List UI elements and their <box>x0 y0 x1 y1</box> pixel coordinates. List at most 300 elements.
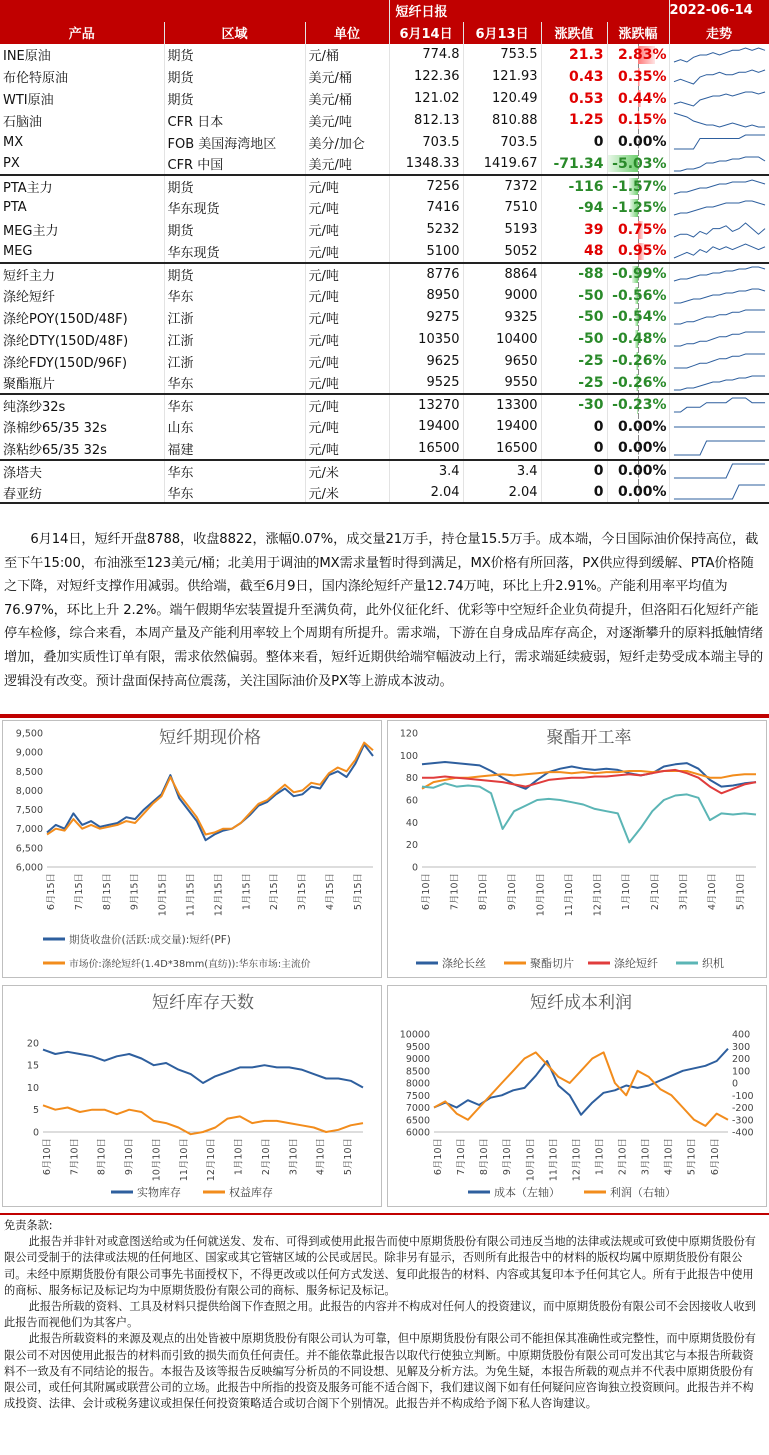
cell-d1: 7416 <box>389 197 463 219</box>
series-line-1 <box>43 1105 363 1134</box>
cell-sparkline <box>669 175 769 197</box>
pct-value: -0.48% <box>612 331 667 348</box>
table-row <box>0 241 769 263</box>
y-tick-label: 100 <box>399 750 418 762</box>
cell-change-pct <box>607 66 669 88</box>
cell-unit: 元/米 <box>305 460 389 482</box>
legend-label: 成本（左轴） <box>494 1186 560 1199</box>
cell-change-pct <box>607 109 669 131</box>
y-tick-label: 7000 <box>405 1103 430 1114</box>
pct-value: -5.03% <box>612 155 667 172</box>
cell-change-pct <box>607 438 669 460</box>
y2-tick-label: 200 <box>732 1054 751 1065</box>
sparkline-line <box>674 354 765 368</box>
cell-change-pct <box>607 44 669 66</box>
y-tick-label: 8,500 <box>15 766 43 778</box>
cell-sparkline <box>669 88 769 110</box>
cell-d1: 9625 <box>389 350 463 372</box>
cell-unit: 美元/吨 <box>305 109 389 131</box>
x-tick-label: 2月10日 <box>649 873 661 911</box>
cell-region: 华东 <box>164 394 305 416</box>
cell-unit: 元/吨 <box>305 306 389 328</box>
chart-title: 短纤成本利润 <box>530 993 632 1013</box>
header-product: 产品 <box>0 22 164 44</box>
cell-product: PX <box>0 153 164 175</box>
cell-d0: 8864 <box>463 263 541 285</box>
disclaimer-paragraph: 此报告所载资料的来源及观点的出处皆被中原期货股份有限公司认为可靠，但中原期货股份有限公司不能担保其准确性或完整性，而中原期货股份有限公司不对因使用此报告的材料而引致的损失而负任何责任。并不能依靠此报告以取代行使独立判断。中原期货股份有限公司可发出其它与本报告所载资料不一致及有不同结论的报告。本报告及该等报告反映编写分析员的不同设想、见解及分析方法。为免生疑，本报告所载的观点并不代表中原期货股份有限公司，或任何其附属或联营公司的立场。此报告中所指的投资及服务可能不适合阁下，我们建议阁下如有任何疑问应咨询独立投资顾问。此报告并不构成投资、法律、会计或税务建议或担保任何投资策略适合或切合阁下个别情况。此报告并不构成给予阁下私人咨询建议。 <box>4 1332 756 1411</box>
report-date: 2022-06-14 <box>669 0 769 22</box>
table-row <box>0 175 769 197</box>
cell-change: -88 <box>541 263 607 285</box>
header-d1: 6月14日 <box>389 22 463 44</box>
cell-region: 江浙 <box>164 328 305 350</box>
cell-d1: 9275 <box>389 306 463 328</box>
cost-profit-chart <box>387 985 767 1207</box>
header-trend: 走势 <box>669 22 769 44</box>
cell-change-pct <box>607 372 669 394</box>
table-row <box>0 350 769 372</box>
y-tick-label: 9,000 <box>15 747 43 759</box>
cell-product: 春亚纺 <box>0 482 164 504</box>
x-tick-label: 4月10日 <box>706 873 718 911</box>
y-tick-label: 5 <box>32 1105 39 1117</box>
cell-d0: 10400 <box>463 328 541 350</box>
sparkline-line <box>674 223 765 237</box>
cell-product: 涤纶POY(150D/48F) <box>0 306 164 328</box>
cell-d1: 9525 <box>389 372 463 394</box>
x-tick-label: 11月15日 <box>185 873 197 917</box>
cell-change: 0 <box>541 438 607 460</box>
cell-region: 华东现货 <box>164 241 305 263</box>
cell-region: 华东 <box>164 372 305 394</box>
cell-product: 纯涤纱32s <box>0 394 164 416</box>
cell-change: -25 <box>541 372 607 394</box>
cell-sparkline <box>669 109 769 131</box>
sparkline <box>670 110 769 130</box>
chart-title: 聚酯开工率 <box>546 728 632 748</box>
cell-product: 涤棉纱65/35 32s <box>0 416 164 438</box>
pct-value: 0.00% <box>617 440 667 457</box>
cell-product: MEG主力 <box>0 219 164 241</box>
cell-d1: 10350 <box>389 328 463 350</box>
x-tick-label: 6月10日 <box>42 1138 53 1176</box>
cell-unit: 元/吨 <box>305 350 389 372</box>
y-tick-label: 40 <box>405 817 418 829</box>
cell-change: 0 <box>541 131 607 153</box>
table-row <box>0 416 769 438</box>
cell-unit: 元/吨 <box>305 263 389 285</box>
cell-product: INE原油 <box>0 44 164 66</box>
sparkline-line <box>674 289 765 303</box>
legend-label: 市场价:涤纶短纤(1.4D*38mm(直纺)):华东市场:主流价 <box>69 959 311 970</box>
cell-d0: 1419.67 <box>463 153 541 175</box>
legend-label: 涤纶长丝 <box>442 957 486 970</box>
sparkline <box>670 67 769 87</box>
cell-change-pct <box>607 350 669 372</box>
y-tick-label: 7,500 <box>15 805 43 817</box>
x-tick-label: 6月10日 <box>433 1138 444 1176</box>
cell-change: -116 <box>541 175 607 197</box>
y2-tick-label: -400 <box>732 1127 754 1139</box>
cell-change-pct <box>607 153 669 175</box>
y-tick-label: 120 <box>399 728 418 740</box>
cell-unit: 美元/吨 <box>305 153 389 175</box>
y-tick-label: 7,000 <box>15 824 43 836</box>
cell-unit: 元/桶 <box>305 44 389 66</box>
y-tick-label: 6,000 <box>15 862 43 874</box>
x-tick-label: 8月15日 <box>101 873 113 911</box>
cell-sparkline <box>669 416 769 438</box>
x-tick-label: 4月15日 <box>324 873 336 911</box>
cell-region: CFR 日本 <box>164 109 305 131</box>
pct-value: 0.00% <box>617 484 667 501</box>
y-tick-label: 6500 <box>405 1115 430 1127</box>
sparkline <box>670 286 769 306</box>
x-tick-label: 1月10日 <box>233 1138 245 1176</box>
cell-d1: 812.13 <box>389 109 463 131</box>
cell-product: PTA <box>0 197 164 219</box>
sparkline <box>670 132 769 152</box>
sparkline <box>670 395 769 415</box>
pct-value: 0.44% <box>617 90 667 107</box>
pct-value: 0.95% <box>617 243 667 260</box>
legend-label: 权益库存 <box>229 1186 273 1199</box>
x-tick-label: 12月15日 <box>213 873 225 917</box>
x-tick-label: 3月10日 <box>288 1138 300 1176</box>
cell-d1: 7256 <box>389 175 463 197</box>
cell-product: 涤纶FDY(150D/96F) <box>0 350 164 372</box>
cell-region: 期货 <box>164 44 305 66</box>
disclaimer-paragraph: 此报告并非针对或意图送给或为任何就送发、发布、可得到或使用此报告而使中原期货股份有限公司违反当地的法律或法规或可致使中原期货股份有限公司受制于的法律或法规的任何地区、国家或其它管辖区域的公民或居民。除非另有显示，否则所有此报告中的材料的版权均属中原期货股份有限公司。未经中原期货股份有限公司事先书面授权下，不得更改或以任何方式发送、复印此报告的材料、内容或其复印本予任何其它人。所有于此报告中使用的商标、服务标记及标记均为中原期货股份有限公司的商标、服务标记及标记。 <box>4 1235 756 1297</box>
cell-sparkline <box>669 153 769 175</box>
pct-value: -0.26% <box>612 374 667 391</box>
cell-sparkline <box>669 350 769 372</box>
cell-change-pct <box>607 88 669 110</box>
y-tick-label: 20 <box>405 840 418 852</box>
cell-d1: 19400 <box>389 416 463 438</box>
table-row <box>0 44 769 66</box>
y-tick-label: 9,500 <box>15 728 43 740</box>
pct-value: 0.00% <box>617 418 667 435</box>
cell-d1: 2.04 <box>389 482 463 504</box>
cell-change: 0 <box>541 482 607 504</box>
sparkline <box>670 241 769 261</box>
x-tick-label: 10月10日 <box>535 873 547 917</box>
y-tick-label: 20 <box>26 1038 39 1050</box>
cell-sparkline <box>669 241 769 263</box>
price-chart-svg <box>3 721 381 977</box>
y-tick-label: 7500 <box>405 1090 430 1102</box>
y2-tick-label: 0 <box>732 1078 739 1090</box>
cell-unit: 元/吨 <box>305 219 389 241</box>
y-tick-label: 80 <box>405 773 418 785</box>
y2-tick-label: -300 <box>732 1115 754 1127</box>
cell-region: CFR 中国 <box>164 153 305 175</box>
sparkline <box>670 177 769 197</box>
cell-d1: 13270 <box>389 394 463 416</box>
series-line-3 <box>422 783 756 842</box>
x-tick-label: 5月10日 <box>686 1138 698 1176</box>
table-row <box>0 285 769 307</box>
y-tick-label: 8500 <box>405 1066 430 1078</box>
title-row <box>0 0 769 22</box>
price-table <box>0 0 769 504</box>
cell-sparkline <box>669 219 769 241</box>
x-tick-label: 7月15日 <box>73 873 85 911</box>
x-tick-label: 5月10日 <box>735 873 747 911</box>
sparkline-line <box>674 376 765 390</box>
x-tick-label: 11月10日 <box>178 1138 190 1182</box>
cell-change: 1.25 <box>541 109 607 131</box>
sparkline-line <box>674 113 765 127</box>
cell-product: 涤纶短纤 <box>0 285 164 307</box>
sparkline-line <box>674 92 765 106</box>
cell-sparkline <box>669 66 769 88</box>
series-line-0 <box>43 1050 363 1088</box>
sparkline-line <box>674 464 765 478</box>
cell-product: MEG <box>0 241 164 263</box>
cell-change-pct <box>607 328 669 350</box>
cell-change: -94 <box>541 197 607 219</box>
cost-profit-chart-svg <box>388 986 766 1206</box>
disclaimer-paragraph: 此报告所载的资料、工具及材料只提供给阁下作查照之用。此报告的内容并不构成对任何人的投资建议，而中原期货股份有限公司不会因接收人收到此报告而视他们为其客户。 <box>4 1300 756 1330</box>
series-line-0 <box>47 745 373 841</box>
cell-unit: 元/米 <box>305 482 389 504</box>
pct-value: -0.26% <box>612 353 667 370</box>
cell-change-pct <box>607 394 669 416</box>
y-tick-label: 10000 <box>399 1029 430 1041</box>
cell-region: 期货 <box>164 175 305 197</box>
header-row <box>0 22 769 44</box>
cell-change-pct <box>607 175 669 197</box>
cell-sparkline <box>669 197 769 219</box>
y2-tick-label: -100 <box>732 1090 754 1102</box>
cell-d0: 19400 <box>463 416 541 438</box>
y-tick-label: 8000 <box>405 1078 430 1090</box>
cell-change-pct <box>607 482 669 504</box>
pct-value: -0.23% <box>612 397 667 414</box>
sparkline-line <box>674 485 765 499</box>
cell-d1: 8950 <box>389 285 463 307</box>
x-tick-label: 5月15日 <box>352 873 364 911</box>
x-tick-label: 12月10日 <box>592 873 604 917</box>
x-tick-label: 6月10日 <box>709 1138 721 1176</box>
cell-d0: 7510 <box>463 197 541 219</box>
x-tick-label: 2月10日 <box>260 1138 272 1176</box>
cell-d1: 16500 <box>389 438 463 460</box>
cell-region: 江浙 <box>164 350 305 372</box>
cell-region: 华东 <box>164 482 305 504</box>
pct-value: 0.75% <box>617 221 667 238</box>
y-tick-label: 0 <box>411 862 418 874</box>
y-tick-label: 15 <box>26 1060 39 1072</box>
cell-unit: 元/吨 <box>305 328 389 350</box>
sparkline-line <box>674 332 765 346</box>
sparkline-line <box>674 244 765 258</box>
cell-d0: 9000 <box>463 285 541 307</box>
cell-sparkline <box>669 328 769 350</box>
y-tick-label: 10 <box>26 1082 39 1094</box>
header-d0: 6月13日 <box>463 22 541 44</box>
sparkline <box>670 198 769 218</box>
x-tick-label: 3月10日 <box>640 1138 652 1176</box>
pct-value: 0.15% <box>617 112 667 129</box>
x-tick-label: 12月10日 <box>571 1138 583 1182</box>
cell-d0: 9325 <box>463 306 541 328</box>
cell-sparkline <box>669 285 769 307</box>
legend-label: 期货收盘价(活跃:成交量):短纤(PF) <box>69 934 231 946</box>
x-tick-label: 1月10日 <box>594 1138 606 1176</box>
x-tick-label: 2月15日 <box>269 873 281 911</box>
cell-d0: 703.5 <box>463 131 541 153</box>
cell-change: 0 <box>541 416 607 438</box>
sparkline <box>670 351 769 371</box>
cell-region: 山东 <box>164 416 305 438</box>
pct-value: -1.57% <box>612 178 667 195</box>
cell-d0: 2.04 <box>463 482 541 504</box>
x-tick-label: 8月10日 <box>96 1138 108 1176</box>
y-tick-label: 8,000 <box>15 785 43 797</box>
cell-change: -50 <box>541 328 607 350</box>
cell-change: 0.43 <box>541 66 607 88</box>
report-title: 短纤日报 <box>389 0 669 22</box>
x-tick-label: 7月10日 <box>449 873 461 911</box>
cell-d0: 16500 <box>463 438 541 460</box>
cell-d1: 774.8 <box>389 44 463 66</box>
x-tick-label: 8月10日 <box>479 1138 491 1176</box>
x-tick-label: 7月10日 <box>456 1138 468 1176</box>
cell-unit: 元/吨 <box>305 416 389 438</box>
header-region: 区域 <box>164 22 305 44</box>
inventory-chart <box>2 985 382 1207</box>
cell-d1: 703.5 <box>389 131 463 153</box>
x-tick-label: 11月10日 <box>563 873 575 917</box>
cell-unit: 元/吨 <box>305 438 389 460</box>
cell-d1: 8776 <box>389 263 463 285</box>
pct-value: 0.00% <box>617 463 667 480</box>
cell-product: 布伦特原油 <box>0 66 164 88</box>
series-line-1 <box>47 743 373 835</box>
cell-d0: 5193 <box>463 219 541 241</box>
sparkline <box>670 482 769 502</box>
cell-change: -50 <box>541 285 607 307</box>
pct-value: 2.83% <box>617 46 667 63</box>
y-tick-label: 9000 <box>405 1054 430 1065</box>
cell-sparkline <box>669 394 769 416</box>
cell-region: 华东现货 <box>164 197 305 219</box>
cell-sparkline <box>669 263 769 285</box>
cell-d0: 3.4 <box>463 460 541 482</box>
sparkline <box>670 264 769 284</box>
cell-change-pct <box>607 306 669 328</box>
cell-d0: 9550 <box>463 372 541 394</box>
section-divider <box>0 714 769 718</box>
sparkline <box>670 89 769 109</box>
x-tick-label: 11月10日 <box>548 1138 560 1182</box>
cell-unit: 美元/桶 <box>305 66 389 88</box>
table-row <box>0 153 769 175</box>
cell-sparkline <box>669 372 769 394</box>
cell-change-pct <box>607 197 669 219</box>
legend-label: 聚酯切片 <box>530 957 574 970</box>
x-tick-label: 2月10日 <box>617 1138 629 1176</box>
cell-d1: 121.02 <box>389 88 463 110</box>
sparkline <box>670 438 769 458</box>
disclaimer <box>0 1213 769 1455</box>
legend-label: 织机 <box>702 957 724 970</box>
header-unit: 单位 <box>305 22 389 44</box>
pct-value: -0.99% <box>612 266 667 283</box>
x-tick-label: 9月15日 <box>129 873 141 911</box>
y2-tick-label: -200 <box>732 1103 754 1114</box>
sparkline <box>670 373 769 393</box>
cell-change: 0.53 <box>541 88 607 110</box>
cell-change: -50 <box>541 306 607 328</box>
cell-d1: 5100 <box>389 241 463 263</box>
cell-d1: 122.36 <box>389 66 463 88</box>
cell-d1: 5232 <box>389 219 463 241</box>
sparkline <box>670 461 769 481</box>
x-tick-label: 9月10日 <box>124 1138 136 1176</box>
cell-region: 华东 <box>164 285 305 307</box>
cell-unit: 元/吨 <box>305 372 389 394</box>
table-row <box>0 66 769 88</box>
cell-product: 涤纶DTY(150D/48F) <box>0 328 164 350</box>
x-tick-label: 3月10日 <box>678 873 690 911</box>
x-tick-label: 1月10日 <box>621 873 633 911</box>
cell-product: WTI原油 <box>0 88 164 110</box>
cell-region: FOB 美国海湾地区 <box>164 131 305 153</box>
y-tick-label: 60 <box>405 795 418 807</box>
sparkline-line <box>674 135 765 149</box>
cell-change-pct <box>607 416 669 438</box>
x-tick-label: 3月15日 <box>297 873 309 911</box>
cell-sparkline <box>669 131 769 153</box>
cell-sparkline <box>669 438 769 460</box>
cell-d0: 121.93 <box>463 66 541 88</box>
cell-d0: 13300 <box>463 394 541 416</box>
pct-value: -0.54% <box>612 309 667 326</box>
cell-d0: 120.49 <box>463 88 541 110</box>
table-row <box>0 460 769 482</box>
x-tick-label: 4月10日 <box>663 1138 675 1176</box>
cell-unit: 元/吨 <box>305 175 389 197</box>
cell-d0: 7372 <box>463 175 541 197</box>
y2-tick-label: 400 <box>732 1029 751 1041</box>
cell-change-pct <box>607 460 669 482</box>
disclaimer-title: 免责条款: <box>4 1219 53 1232</box>
table-row <box>0 131 769 153</box>
table-row <box>0 394 769 416</box>
table-row <box>0 482 769 504</box>
x-tick-label: 8月10日 <box>478 873 490 911</box>
pct-value: 0.00% <box>617 134 667 151</box>
x-tick-label: 10月10日 <box>525 1138 537 1182</box>
cell-region: 华东 <box>164 460 305 482</box>
table-row <box>0 88 769 110</box>
cell-change-pct <box>607 285 669 307</box>
sparkline-line <box>674 441 765 455</box>
cell-change-pct <box>607 241 669 263</box>
cell-d0: 5052 <box>463 241 541 263</box>
cell-product: 聚酯瓶片 <box>0 372 164 394</box>
cell-change-pct <box>607 219 669 241</box>
x-tick-label: 7月10日 <box>69 1138 81 1176</box>
table-row <box>0 438 769 460</box>
cell-product: 石脑油 <box>0 109 164 131</box>
cell-change: 39 <box>541 219 607 241</box>
cell-sparkline <box>669 44 769 66</box>
